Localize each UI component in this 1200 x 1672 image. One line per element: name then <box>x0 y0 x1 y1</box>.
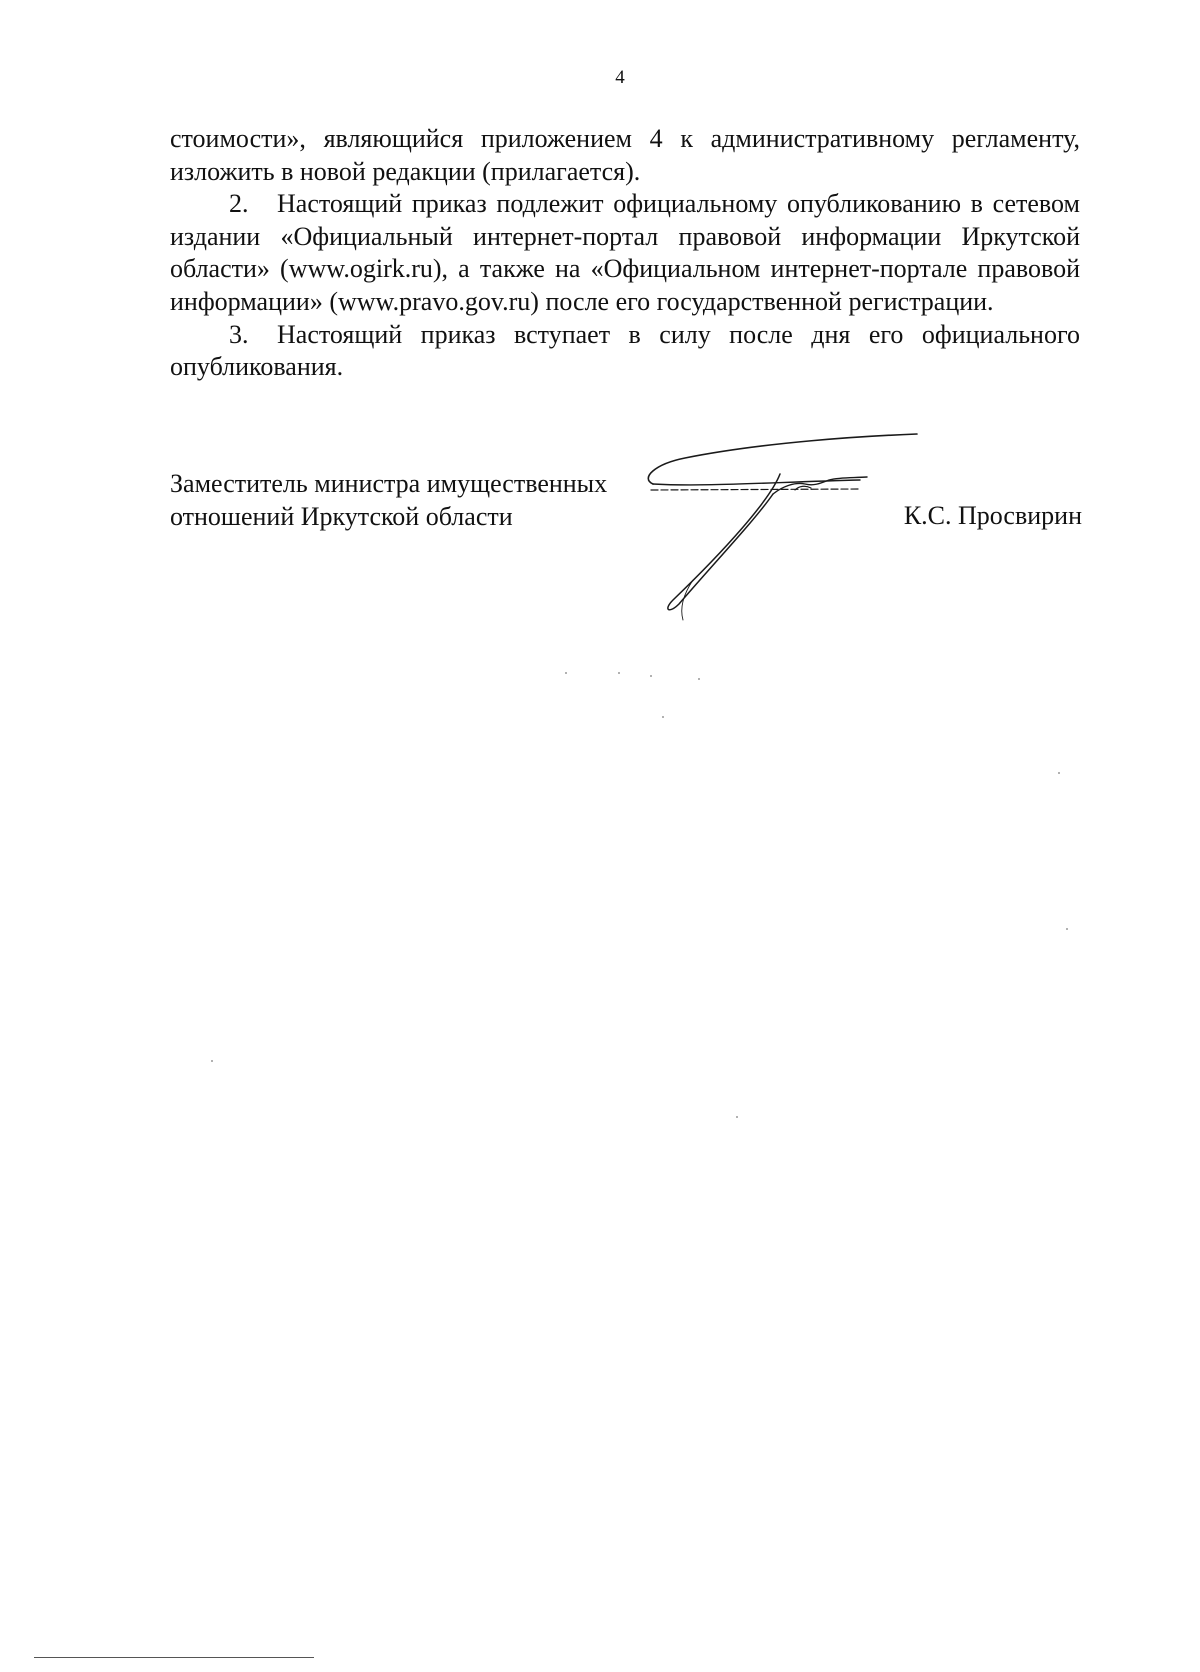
paragraph-number: 2. <box>229 189 249 219</box>
scan-speck <box>211 1060 213 1062</box>
paragraph-text: Настоящий приказ подлежит официальному опубликованию в сетевом издании «Официальный интернет-портал правовой информации Иркутской области» (www.ogirk.ru), а также на «Официальном интернет-портале правовой информации» (www.pravo.gov.ru) после его государственной регистрации. <box>170 189 1080 316</box>
scan-speck <box>618 672 620 674</box>
paragraph-text: Настоящий приказ вступает в силу после дня его официального опубликования. <box>170 319 1080 382</box>
paragraph-text: стоимости», являющийся приложением 4 к административному регламенту, изложить в новой редакции (прилагается). <box>170 124 1080 186</box>
scan-speck <box>698 678 700 680</box>
signer-title <box>170 468 607 533</box>
scan-speck <box>1058 772 1060 774</box>
footnote-rule <box>34 1657 314 1658</box>
scan-speck <box>565 672 567 674</box>
document-body <box>170 123 1080 384</box>
scan-speck <box>736 1116 738 1118</box>
signer-name: К.С. Просвирин <box>903 501 1082 530</box>
handwritten-signature <box>645 430 925 630</box>
signer-title-line-1: Заместитель министра имущественных <box>170 469 608 498</box>
paragraph-3 <box>170 319 1080 384</box>
paragraph-number: 3. <box>229 319 249 349</box>
scan-speck <box>1066 928 1068 930</box>
signer-title-line-2: отношений Иркутской области <box>170 501 513 531</box>
page-number: 4 <box>615 67 625 88</box>
paragraph-continuation <box>170 123 1080 188</box>
paragraph-2 <box>170 188 1080 318</box>
scan-speck <box>662 716 664 718</box>
scan-speck <box>650 675 652 677</box>
